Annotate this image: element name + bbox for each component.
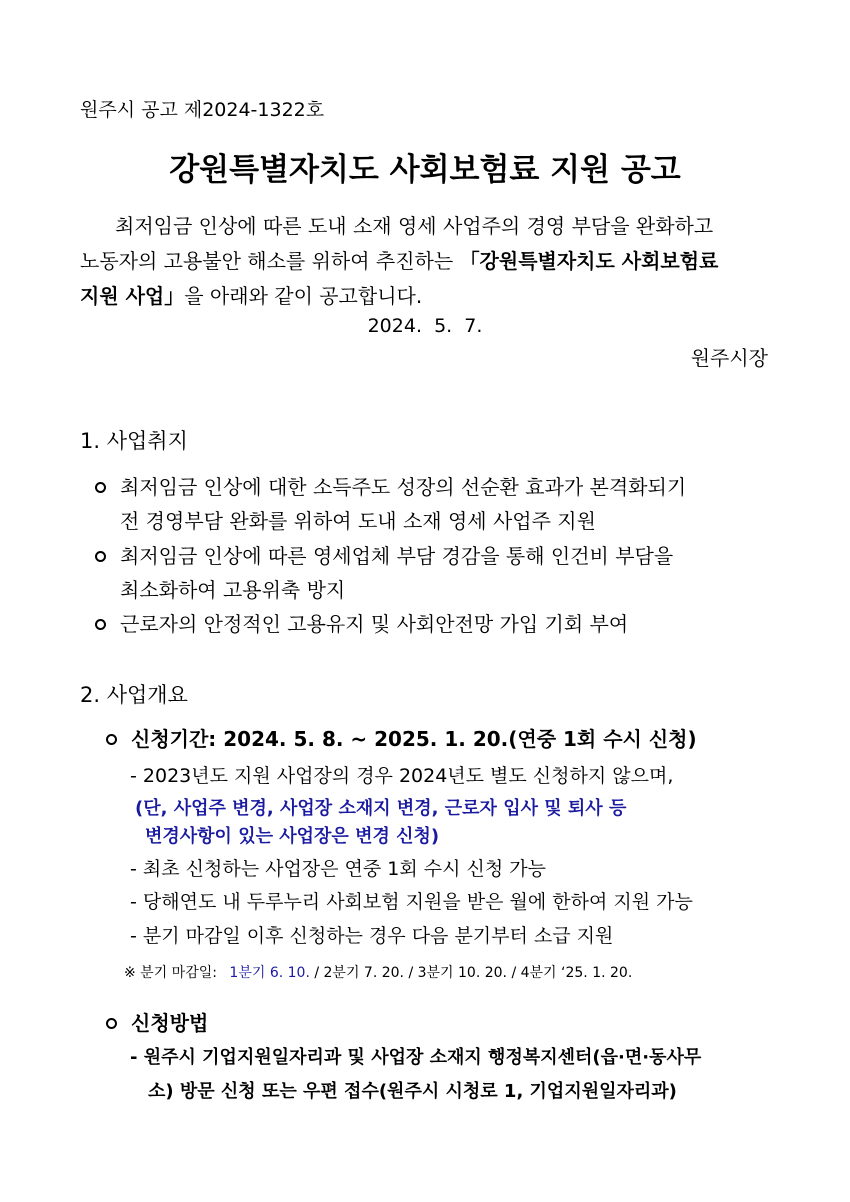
intro-line-3-text: 을 아래와 같이 공고합니다.	[184, 284, 423, 308]
section-1-item-1-line-1: 최저임금 인상에 대한 소득주도 성장의 선순환 효과가 본격화되기	[120, 475, 687, 499]
method-line-1: - 원주시 기업지원일자리과 및 사업장 소재지 행정복지센터(읍·면·동사무	[130, 1047, 702, 1068]
method-line-2: 소) 방문 신청 또는 우편 접수(원주시 시청로 1, 기업지원일자리과)	[148, 1081, 677, 1102]
circle-bullet-icon	[95, 551, 106, 562]
quarter-deadlines-label: ※ 분기 마감일:	[124, 965, 217, 981]
intro-line-1: 최저임금 인상에 따른 도내 소재 영세 사업주의 경영 부담을 완화하고	[115, 214, 714, 238]
period-note-4: - 분기 마감일 이후 신청하는 경우 다음 분기부터 소급 지원	[130, 925, 614, 947]
section-1-heading: 1. 사업취지	[80, 429, 188, 453]
circle-bullet-icon	[95, 619, 106, 630]
issuer: 원주시장	[690, 346, 768, 370]
intro-line-3	[80, 283, 422, 309]
quarter-deadlines	[124, 963, 632, 983]
notice-number: 원주시 공고 제2024-1322호	[80, 99, 325, 121]
circle-bullet-icon	[106, 1018, 117, 1029]
intro-line-2-text: 노동자의 고용불안 해소를 위하여 추진하는	[80, 249, 454, 273]
quarter-1-deadline: 1분기 6. 10.	[229, 965, 310, 981]
period-note-2: - 최초 신청하는 사업장은 연중 1회 수시 신청 가능	[130, 858, 546, 880]
quarter-2-4-deadlines: / 2분기 7. 20. / 3분기 10. 20. / 4분기 ‘25. 1. 20.	[314, 965, 633, 981]
program-name-start: 「강원특별자치도 사회보험료	[459, 249, 719, 273]
intro-line-2	[80, 248, 718, 274]
notice-date: 2024. 5. 7.	[367, 315, 483, 337]
section-1-item-2-line-1: 최저임금 인상에 따른 영세업체 부담 경감을 통해 인건비 부담을	[120, 544, 674, 568]
section-1-item-2-line-2: 최소화하여 고용위축 방지	[120, 578, 346, 602]
period-note-3: - 당해연도 내 두루누리 사회보험 지원을 받은 월에 한하여 지원 가능	[130, 891, 693, 913]
period-note-1-exception-1: (단, 사업주 변경, 사업장 소재지 변경, 근로자 입사 및 퇴사 등	[135, 798, 627, 819]
section-1-item-3: 근로자의 안정적인 고용유지 및 사회안전망 가입 기회 부여	[120, 612, 629, 636]
circle-bullet-icon	[106, 734, 117, 745]
program-name-end: 지원 사업」	[80, 284, 185, 308]
period-note-1-exception-2: 변경사항이 있는 사업장은 변경 신청)	[145, 826, 440, 847]
application-method: 신청방법	[131, 1011, 209, 1035]
period-note-1: - 2023년도 지원 사업장의 경우 2024년도 별도 신청하지 않으며,	[130, 765, 674, 787]
section-2-heading: 2. 사업개요	[80, 683, 188, 707]
page-title: 강원특별자치도 사회보험료 지원 공고	[169, 152, 681, 188]
section-1-item-1-line-2: 전 경영부담 완화를 위하여 도내 소재 영세 사업주 지원	[120, 509, 596, 533]
circle-bullet-icon	[95, 482, 106, 493]
application-period: 신청기간: 2024. 5. 8. ~ 2025. 1. 20.(연중 1회 수시 신청)	[131, 727, 697, 751]
